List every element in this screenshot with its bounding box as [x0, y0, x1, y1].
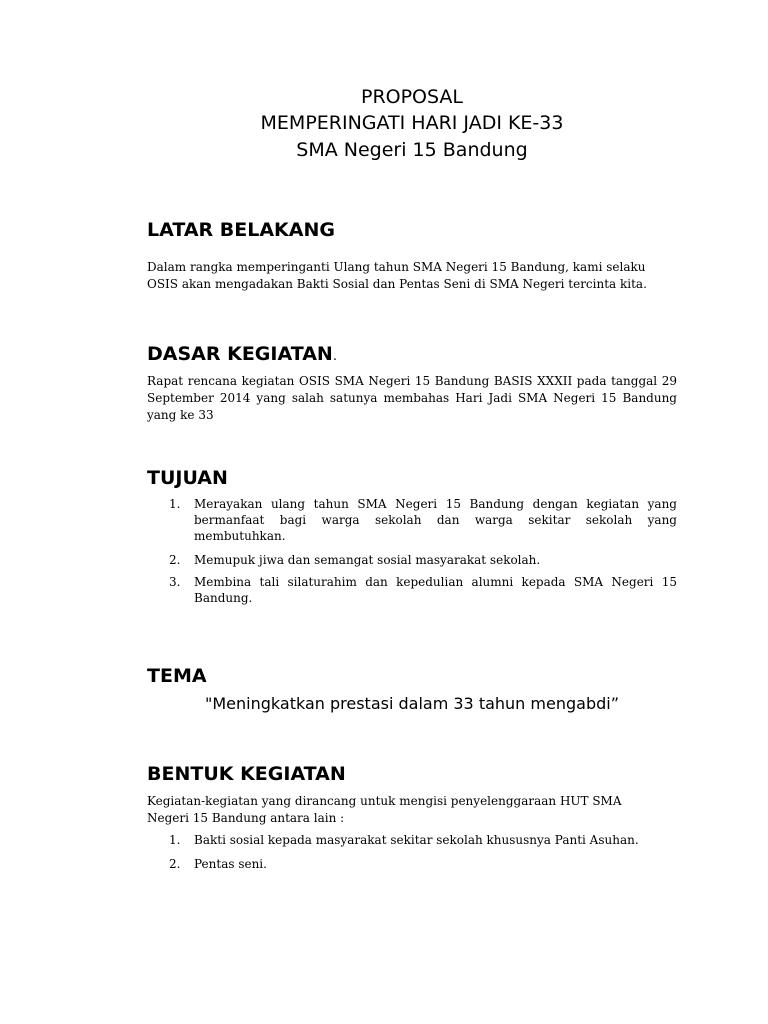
heading-tujuan: TUJUAN [147, 467, 228, 489]
heading-bentuk-kegiatan: BENTUK KEGIATAN [147, 763, 346, 785]
list-item-number: 3. [169, 575, 181, 589]
list-item-text: Membina tali silaturahim dan kepedulian alumni kepada SMA Negeri 15 Bandung. [194, 575, 677, 605]
list-item-number: 2. [169, 553, 181, 567]
list-item-number: 1. [169, 833, 181, 847]
list-item-text: Merayakan ulang tahun SMA Negeri 15 Bandung dengan kegiatan yang bermanfaat bagi warga sekolah dan warga sekitar sekolah yang membutuhkan. [194, 497, 677, 543]
list-item-text: Bakti sosial kepada masyarakat sekitar sekolah khususnya Panti Asuhan. [194, 833, 639, 847]
title-event: MEMPERINGATI HARI JADI KE-33 [260, 112, 564, 134]
list-item-text: Memupuk jiwa dan semangat sosial masyarakat sekolah. [194, 553, 541, 567]
heading-dasar-kegiatan-text: DASAR KEGIATAN [147, 343, 333, 365]
title-proposal: PROPOSAL [360, 86, 464, 108]
heading-dasar-kegiatan [147, 342, 337, 369]
heading-dasar-kegiatan-period: . [332, 349, 337, 364]
list-item-text: Pentas seni. [194, 857, 267, 871]
heading-tema: TEMA [147, 665, 207, 687]
list-item-number: 2. [169, 857, 181, 871]
title-school: SMA Negeri 15 Bandung [296, 139, 528, 161]
paragraph-dasar-kegiatan: Rapat rencana kegiatan OSIS SMA Negeri 15 Bandung BASIS XXXII pada tanggal 29 September 2014 yang salah satunya membahas Hari Jadi SMA Negeri 15 Bandung yang ke 33 [147, 374, 677, 422]
paragraph-bentuk-kegiatan: Kegiatan-kegiatan yang dirancang untuk mengisi penyelenggaraan HUT SMA Negeri 15 Bandung antara lain : [147, 794, 622, 825]
theme-text: "Meningkatkan prestasi dalam 33 tahun mengabdi” [205, 694, 619, 713]
list-item-number: 1. [169, 497, 181, 511]
heading-latar-belakang: LATAR BELAKANG [147, 219, 335, 241]
paragraph-latar-belakang: Dalam rangka memperinganti Ulang tahun SMA Negeri 15 Bandung, kami selaku OSIS akan mengadakan Bakti Sosial dan Pentas Seni di SMA Negeri tercinta kita. [147, 260, 647, 291]
